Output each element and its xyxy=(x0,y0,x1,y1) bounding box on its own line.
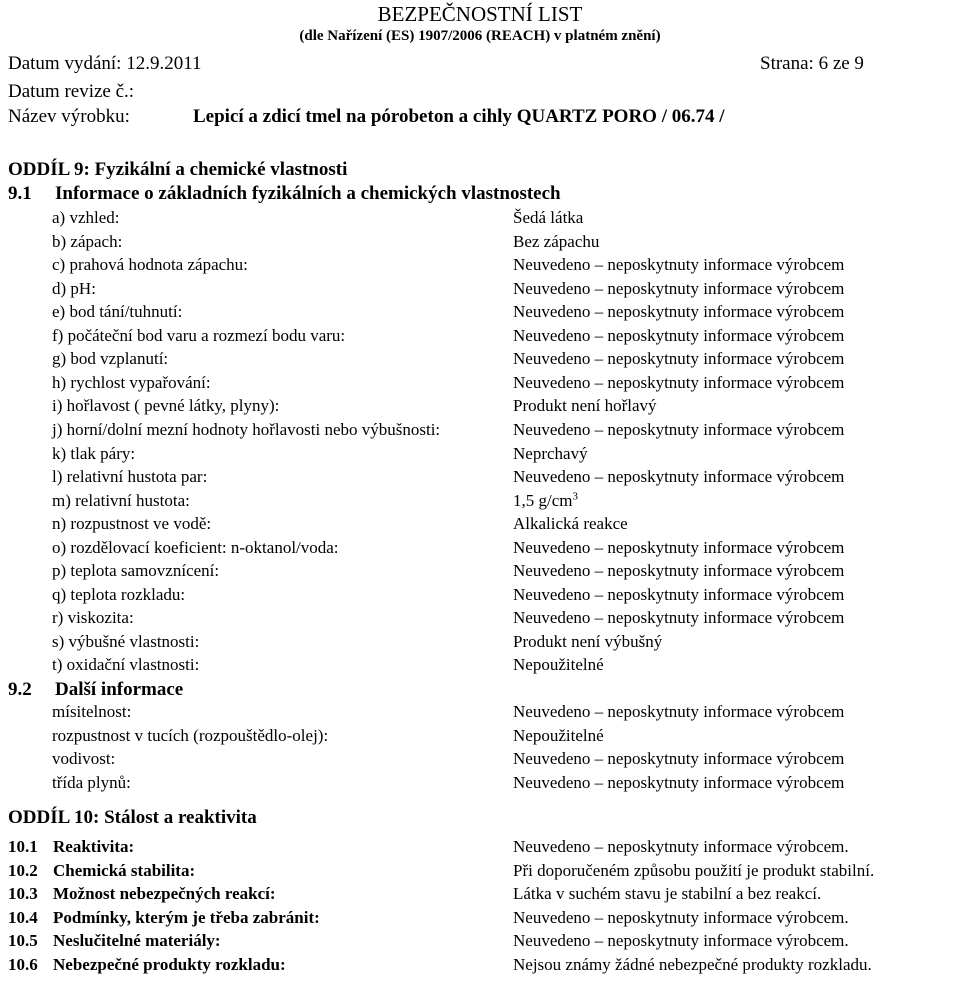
property-label: j) horní/dolní mezní hodnoty hořlavosti nebo výbušnosti: xyxy=(52,419,441,439)
property-value xyxy=(513,233,599,250)
property-value xyxy=(513,397,657,414)
property-value xyxy=(513,909,849,926)
property-value-text: Neuvedeno – neposkytnuty informace výrobcem xyxy=(513,278,845,298)
property-value xyxy=(513,956,872,973)
document-subtitle: (dle Nařízení (ES) 1907/2006 (REACH) v platném znění) xyxy=(299,28,661,44)
row-number: 10.6 xyxy=(8,954,38,974)
property-value xyxy=(513,633,662,650)
property-label: t) oxidační vlastnosti: xyxy=(52,655,200,675)
property-value-text: Neuvedeno – neposkytnuty informace výrobcem. xyxy=(513,837,849,856)
property-value xyxy=(513,609,844,626)
property-value xyxy=(513,932,849,949)
property-label: Podmínky, kterým je třeba zabránit: xyxy=(53,907,320,927)
row-number: 10.5 xyxy=(8,931,38,951)
property-value-text: Látka v suchém stavu je stabilní a bez reakcí. xyxy=(513,884,822,904)
property-label: n) rozpustnost ve vodě: xyxy=(52,514,212,534)
product-name: Lepicí a zdicí tmel na pórobeton a cihly QUARTZ PORO / 06.74 / xyxy=(193,106,725,127)
document-title: BEZPEČNOSTNÍ LIST xyxy=(377,2,583,26)
property-value xyxy=(513,562,844,579)
property-value-text: Alkalická reakce xyxy=(513,514,628,534)
property-label: k) tlak páry: xyxy=(52,443,136,463)
property-value xyxy=(513,468,844,485)
subsection-number: 9.2 xyxy=(8,679,32,700)
property-label: h) rychlost vypařování: xyxy=(52,372,211,392)
subsection-title: Další informace xyxy=(55,679,184,700)
property-value-text: Nejsou známy žádné nebezpečné produkty rozkladu. xyxy=(513,954,872,974)
property-value-text: Neuvedeno – neposkytnuty informace výrobcem xyxy=(513,349,845,369)
property-value xyxy=(513,703,844,720)
property-value xyxy=(513,350,844,367)
property-value xyxy=(513,656,604,673)
property-label: r) viskozita: xyxy=(52,608,134,628)
property-label: mísitelnost: xyxy=(52,702,132,721)
property-label: i) hořlavost ( pevné látky, plyny): xyxy=(52,396,280,416)
property-value-text: Neuvedeno – neposkytnuty informace výrobcem xyxy=(513,584,845,604)
property-value xyxy=(513,256,844,273)
property-value-text: Neuvedeno – neposkytnuty informace výrobcem xyxy=(513,608,845,628)
revision-date: Datum revize č.: xyxy=(8,81,135,102)
property-value xyxy=(513,885,821,902)
property-value-text: Neuvedeno – neposkytnuty informace výrobcem xyxy=(513,561,845,581)
property-value xyxy=(513,327,844,344)
property-value xyxy=(513,750,844,767)
property-label: e) bod tání/tuhnutí: xyxy=(52,302,183,322)
property-label: Reaktivita: xyxy=(53,837,135,856)
property-label: vodivost: xyxy=(52,749,116,769)
property-value-text: Neuvedeno – neposkytnuty informace výrobcem xyxy=(513,749,845,769)
property-value xyxy=(513,489,578,510)
property-value-text: Neuvedeno – neposkytnuty informace výrobcem xyxy=(513,302,845,322)
property-label: Nebezpečné produkty rozkladu: xyxy=(53,954,286,974)
property-label: Neslučitelné materiály: xyxy=(53,931,221,951)
property-label: rozpustnost v tucích (rozpouštědlo-olej): xyxy=(52,725,329,745)
subsection-number: 9.1 xyxy=(8,183,32,204)
property-label: b) zápach: xyxy=(52,231,123,251)
issue-date: Datum vydání: 12.9.2011 xyxy=(8,53,202,74)
property-label: o) rozdělovací koeficient: n-oktanol/voda: xyxy=(52,537,339,557)
property-label: c) prahová hodnota zápachu: xyxy=(52,255,248,275)
property-label: d) pH: xyxy=(52,278,96,298)
property-label: třída plynů: xyxy=(52,772,131,792)
property-value xyxy=(513,303,844,320)
subsection-title: Informace o základních fyzikálních a chemických vlastnostech xyxy=(55,183,561,204)
property-value xyxy=(513,421,844,438)
section-10-title: ODDÍL 10: Stálost a reaktivita xyxy=(8,807,257,828)
product-label: Název výrobku: xyxy=(8,106,130,127)
property-value-text: Nepoužitelné xyxy=(513,725,604,745)
property-value-text: Neuvedeno – neposkytnuty informace výrobcem xyxy=(513,702,845,721)
property-value xyxy=(513,515,628,532)
property-value xyxy=(513,209,583,226)
property-value-text: Bez zápachu xyxy=(513,231,600,251)
property-value xyxy=(513,774,844,791)
property-label: a) vzhled: xyxy=(52,208,120,227)
property-value-text: Neuvedeno – neposkytnuty informace výrobcem xyxy=(513,772,845,792)
property-label: s) výbušné vlastnosti: xyxy=(52,631,200,651)
property-value xyxy=(513,374,844,391)
property-value-text: Neuvedeno – neposkytnuty informace výrobcem xyxy=(513,372,845,392)
property-value-text: 1,5 g/cm xyxy=(513,490,573,510)
row-number: 10.3 xyxy=(8,884,38,904)
property-value-text: Nepoužitelné xyxy=(513,655,604,675)
property-value xyxy=(513,586,844,603)
property-value-text: Neuvedeno – neposkytnuty informace výrobcem xyxy=(513,255,845,275)
property-value xyxy=(513,862,874,879)
property-label: p) teplota samovznícení: xyxy=(52,561,220,581)
property-value-text: Neuvedeno – neposkytnuty informace výrobcem xyxy=(513,419,845,439)
property-label: Chemická stabilita: xyxy=(53,860,196,880)
property-value xyxy=(513,445,588,462)
property-value-text: Neuvedeno – neposkytnuty informace výrobcem. xyxy=(513,931,849,951)
row-number: 10.2 xyxy=(8,860,38,880)
row-number: 10.1 xyxy=(8,837,38,856)
property-value xyxy=(513,838,849,855)
property-value-text: Neuvedeno – neposkytnuty informace výrobcem xyxy=(513,325,845,345)
property-value-text: Šedá látka xyxy=(513,208,584,227)
property-label: f) počáteční bod varu a rozmezí bodu varu: xyxy=(52,325,346,345)
property-value-text: Neprchavý xyxy=(513,443,588,463)
property-value-text: Neuvedeno – neposkytnuty informace výrobcem xyxy=(513,537,845,557)
property-value-text: Produkt není výbušný xyxy=(513,631,663,651)
property-value-text: Při doporučeném způsobu použití je produkt stabilní. xyxy=(513,860,875,880)
property-value xyxy=(513,280,844,297)
property-value-text: Neuvedeno – neposkytnuty informace výrobcem xyxy=(513,467,845,487)
property-value xyxy=(513,727,604,744)
page-number: Strana: 6 ze 9 xyxy=(760,53,864,74)
property-value-text: Produkt není hořlavý xyxy=(513,396,657,416)
property-label: l) relativní hustota par: xyxy=(52,467,208,487)
section-9-title: ODDÍL 9: Fyzikální a chemické vlastnosti xyxy=(8,159,348,180)
row-number: 10.4 xyxy=(8,907,38,927)
property-label: Možnost nebezpečných reakcí: xyxy=(53,884,276,904)
property-label: g) bod vzplanutí: xyxy=(52,349,169,369)
property-value xyxy=(513,539,844,556)
property-value-text: Neuvedeno – neposkytnuty informace výrobcem. xyxy=(513,907,849,927)
property-label: m) relativní hustota: xyxy=(52,490,190,510)
property-label: q) teplota rozkladu: xyxy=(52,584,186,604)
unit-superscript: 3 xyxy=(572,489,578,502)
